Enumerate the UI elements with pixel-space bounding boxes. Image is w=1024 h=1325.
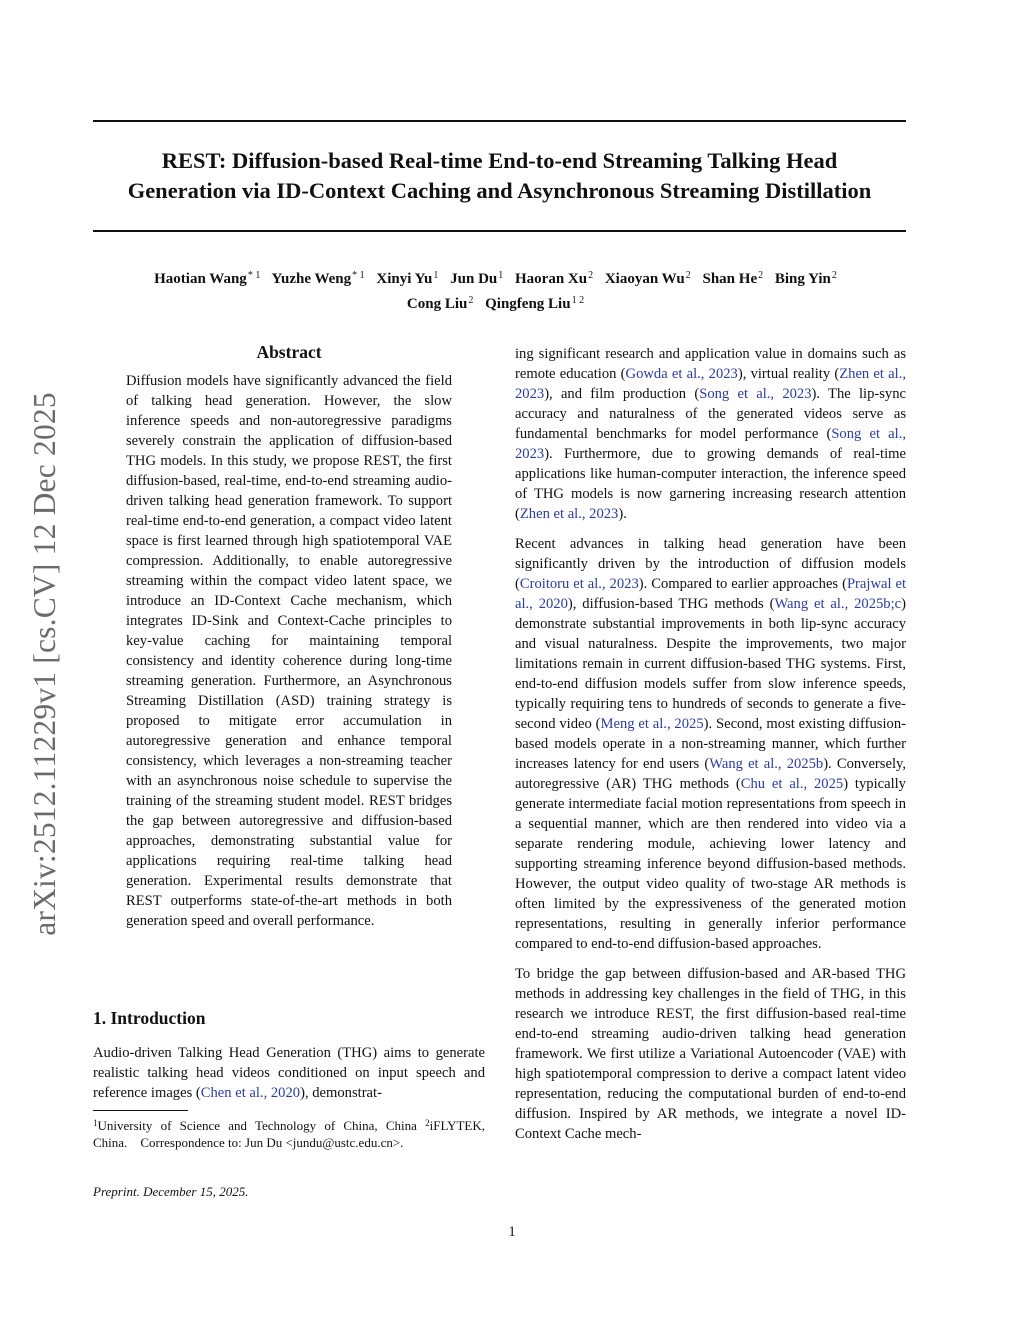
- intro-text: Recent advances in talking head generation have been significantly driven by the introduction of diffusion models (: [515, 536, 906, 592]
- author-name: Haotian Wang: [154, 271, 247, 287]
- page-number: 1: [508, 1224, 516, 1240]
- author-name: Xinyi Yu: [376, 271, 433, 287]
- citation-link[interactable]: Wang et al., 2025b;c: [774, 596, 902, 612]
- intro-text: ). Second, most existing diffusion-based models operate in a non-streaming manner, which further increases latency for end users (: [515, 716, 906, 772]
- abstract-heading: Abstract: [256, 342, 322, 362]
- author-affiliation: * 1: [247, 270, 261, 281]
- author-affiliation: 2: [685, 270, 691, 281]
- intro-text: ). Compared to earlier approaches (: [638, 576, 847, 592]
- intro-text: ) demonstrate substantial improvements in both lip-sync accuracy and visual naturalness. Despite the improvements, two major limitations remain in current diffusion-based THG systems. First, end-to-end diffusion models suffer from slow inference speeds, typically requiring tens to hundreds of seconds to generate a five-second video (: [515, 596, 906, 732]
- footnote-marker: 1: [93, 1118, 98, 1128]
- paper-title: [93, 146, 906, 206]
- citation-link[interactable]: Zhen et al., 2023: [519, 506, 619, 522]
- author-affiliation: 1: [498, 270, 504, 281]
- intro-text: Audio-driven Talking Head Generation (THG) aims to generate realistic talking head videos conditioned on input speech and reference images (: [93, 1045, 485, 1101]
- author-affiliation: 2: [588, 270, 594, 281]
- citation-link[interactable]: Meng et al., 2025: [600, 716, 704, 732]
- citation-link[interactable]: Gowda et al., 2023: [625, 366, 738, 382]
- citation-link[interactable]: Prajwal et al., 2020: [515, 576, 907, 612]
- title-line-2: Generation via ID-Context Caching and Asynchronous Streaming Distillation: [127, 178, 872, 203]
- author-line-2: [93, 290, 906, 315]
- intro-text: ), diffusion-based THG methods (: [567, 596, 775, 612]
- author-name: Jun Du: [450, 271, 498, 287]
- author-name: Bing Yin: [774, 271, 831, 287]
- intro-paragraph-2: [515, 534, 906, 954]
- citation-link[interactable]: Song et al., 2023: [699, 386, 812, 402]
- intro-paragraph-1-cont: [515, 344, 906, 524]
- right-column: [515, 344, 906, 1154]
- intro-paragraph-1-start: [93, 1043, 485, 1103]
- author-affiliation: * 1: [352, 270, 365, 281]
- intro-text: ), demonstrat-: [300, 1085, 382, 1101]
- intro-text: ), virtual reality (: [737, 366, 840, 382]
- author-name: Shan He: [702, 271, 758, 287]
- author-name: Haoran Xu: [515, 271, 588, 287]
- footnote-correspondence: Correspondence to: Jun Du <jundu@ustc.edu.cn>.: [140, 1135, 404, 1150]
- author-list: [93, 265, 906, 315]
- author-name: Cong Liu: [406, 296, 468, 312]
- author-name: Yuzhe Weng: [271, 271, 352, 287]
- author-affiliation: 1 2: [571, 295, 585, 306]
- abstract-body: [126, 371, 452, 941]
- intro-text: ). Conversely, autoregressive (AR) THG methods (: [515, 756, 907, 792]
- intro-text: ). Furthermore, due to growing demands of real-time applications like human-computer interaction, the inference speed of THG models is now garnering increasing research attention (: [515, 446, 906, 522]
- footnote-affiliation-2: iFLYTEK, China.: [93, 1118, 485, 1150]
- citation-link[interactable]: Wang et al., 2025b: [709, 756, 824, 772]
- footnote-rule: [93, 1110, 188, 1111]
- citation-link[interactable]: Chen et al., 2020: [200, 1085, 301, 1101]
- intro-paragraph-3: To bridge the gap between diffusion-based and AR-based THG methods in addressing key challenges in the field of THG, in this research we introduce REST, the first diffusion-based real-time end-to-end streaming audio-driven talking head generation framework. We first utilize a Variational Autoencoder (VAE) with high spatiotemporal compression to derive a compact latent video representation, reducing the computational burden of end-to-end diffusion. Inspired by AR methods, we integrate a novel ID-Context Cache mech-: [515, 966, 906, 1142]
- citation-link[interactable]: Zhen et al., 2023: [515, 366, 906, 402]
- author-affiliation: 2: [468, 295, 474, 306]
- preprint-note: Preprint. December 15, 2025.: [93, 1184, 249, 1199]
- abstract-text: Diffusion models have significantly advanced the field of talking head generation. However, the slow inference speeds and non-autoregressive paradigms severely constrain the application of diffusion-based THG models. In this study, we propose REST, the first diffusion-based, real-time, end-to-end streaming audio-driven talking head generation framework. To support real-time end-to-end generation, a compact video latent space is first learned through high spatiotemporal VAE compression. Additionally, to enable autoregressive streaming within the compact video latent space, we introduce an ID-Context Cache mechanism, which integrates ID-Sink and Context-Cache principles to key-value caching for maintaining temporal consistency and identity coherence during long-time streaming generation. Furthermore, an Asynchronous Streaming Distillation (ASD) training strategy is proposed to mitigate error accumulation in autoregressive generation and enhance temporal consistency, which leverages a non-streaming teacher with an asynchronous noise schedule to supervise the training of the streaming student model. REST bridges the gap between autoregressive and diffusion-based approaches, demonstrating substantial value for applications requiring real-time talking head generation. Experimental results demonstrate that REST outperforms state-of-the-art methods in both generation speed and overall performance.: [126, 373, 452, 929]
- citation-link[interactable]: Chu et al., 2025: [740, 776, 844, 792]
- author-name: Qingfeng Liu: [485, 296, 571, 312]
- section-heading-introduction: 1. Introduction: [93, 1008, 206, 1028]
- title-top-rule: [93, 120, 906, 122]
- title-line-1: REST: Diffusion-based Real-time End-to-end Streaming Talking Head: [161, 148, 838, 173]
- intro-text: ).: [618, 506, 627, 522]
- arxiv-stamp: arXiv:2512.11229v1 [cs.CV] 12 Dec 2025: [27, 392, 62, 936]
- citation-link[interactable]: Song et al., 2023: [515, 426, 906, 462]
- author-affiliation: 2: [758, 270, 764, 281]
- intro-text: ) typically generate intermediate facial motion representations from speech in a sequential manner, which are then rendered into video via a separate rendering module, achieving lower latency and supporting streaming inference beyond diffusion-based methods. However, the output video quality of two-stage AR methods is often limited by the expressiveness of the generated motion representations, resulting in generally inferior performance compared to end-to-end diffusion-based approaches.: [515, 776, 906, 952]
- author-name: Xiaoyan Wu: [604, 271, 685, 287]
- footnote-affiliation-1: University of Science and Technology of China, China: [97, 1118, 417, 1133]
- author-line-1: [93, 265, 906, 290]
- intro-text: ing significant research and application value in domains such as remote education (: [515, 346, 906, 382]
- author-affiliation: 1: [433, 270, 439, 281]
- citation-link[interactable]: Croitoru et al., 2023: [519, 576, 639, 592]
- affiliation-footnote: [93, 1115, 485, 1151]
- intro-text: ), and film production (: [544, 386, 700, 402]
- author-affiliation: 2: [831, 270, 837, 281]
- title-bottom-rule: [93, 230, 906, 232]
- intro-text: ). The lip-sync accuracy and naturalness of the generated videos serve as fundamental benchmarks for model performance (: [515, 386, 906, 442]
- footnote-marker: 2: [425, 1118, 430, 1128]
